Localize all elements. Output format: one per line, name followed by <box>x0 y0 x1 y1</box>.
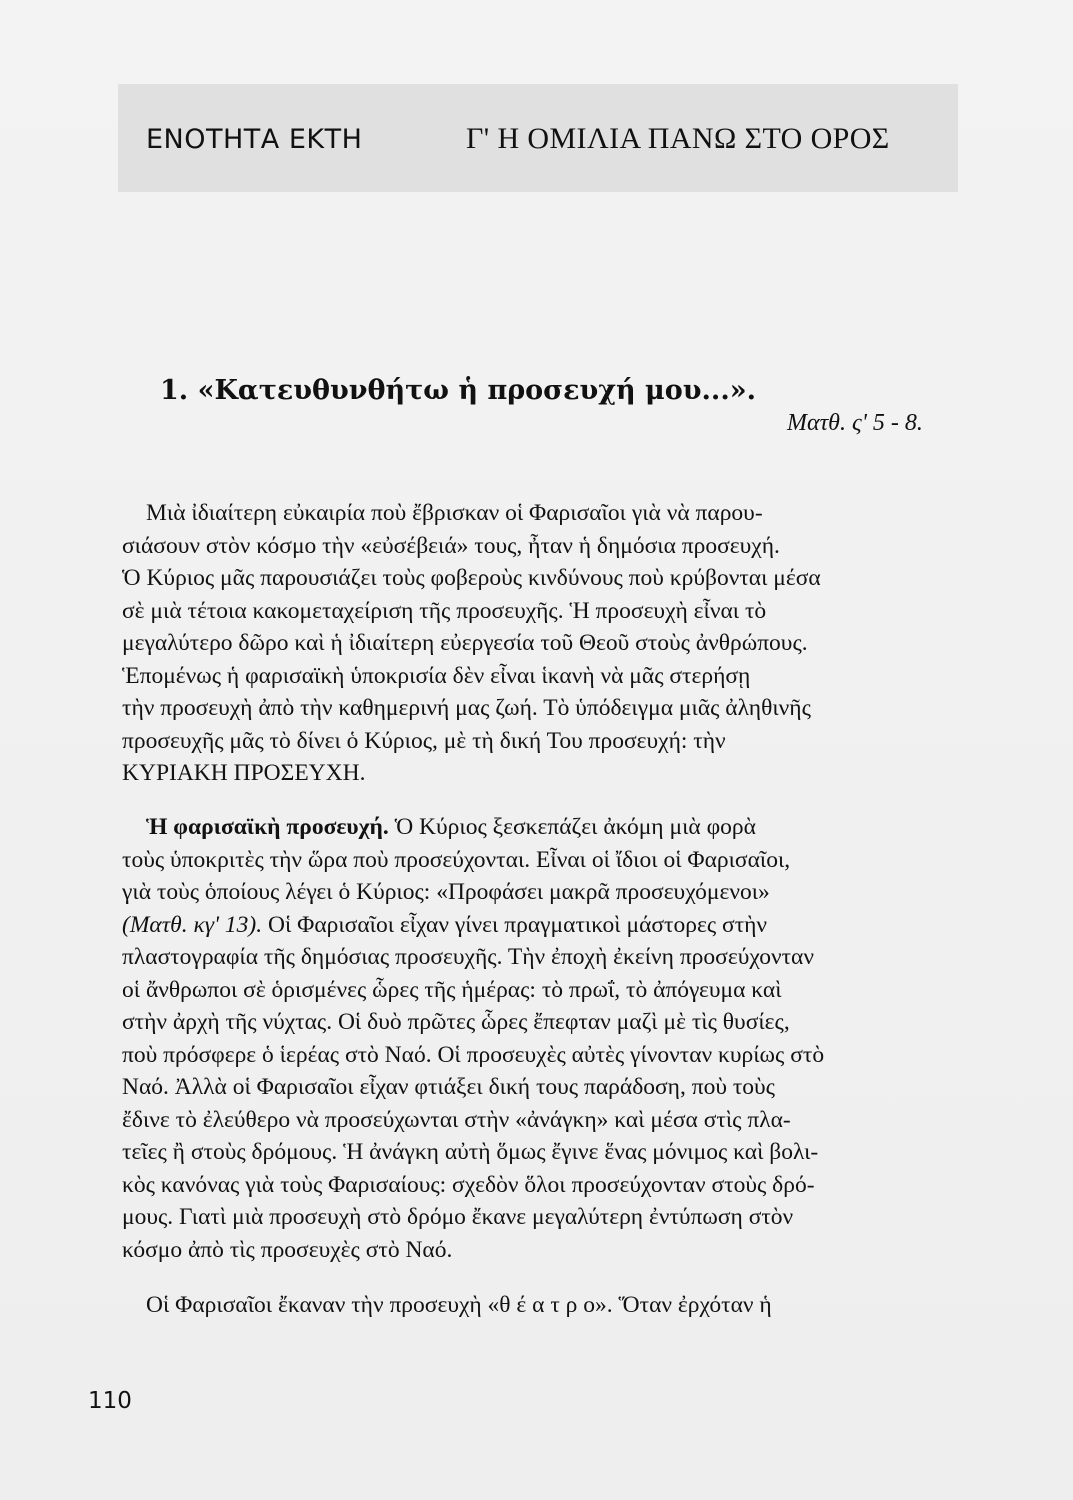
article-heading: 1. «Κατευθυνθήτω ἡ προσευχή μου...». <box>160 375 756 406</box>
scripture-citation: (Ματθ. κγ' 13). <box>122 911 263 938</box>
text-line: ἔδινε τὸ ἐλεύθερο νὰ προσεύχωνται στὴν «ἀνάγκη» καὶ μέσα στὶς πλα- <box>122 1106 791 1133</box>
text-line: κόσμο ἀπὸ τὶς προσευχὲς στὸ Ναό. <box>122 1236 453 1263</box>
text-line: πλαστογραφία τῆς δημόσιας προσευχῆς. Τὴν ἐποχὴ ἐκείνη προσεύχονταν <box>122 944 814 970</box>
text-line: Ὁ Κύριος μᾶς παρουσιάζει τοὺς φοβεροὺς κινδύνους ποὺ κρύβονται μέσα <box>122 565 821 591</box>
text-line: Μιὰ ἰδιαίτερη εὐκαιρία ποὺ ἔβρισκαν οἱ Φαρισαῖοι γιὰ νὰ παρου- <box>146 500 763 526</box>
section-label: ΕΝΟΤΗΤΑ ΕΚΤΗ <box>146 124 363 155</box>
text-line: μους. Γιατὶ μιὰ προσευχὴ στὸ δρόμο ἔκανε μεγαλύτερη ἐντύπωση στὸν <box>122 1204 794 1230</box>
text-line: μεγαλύτερο δῶρο καὶ ἡ ἰδιαίτερη εὐεργεσία τοῦ Θεοῦ στοὺς ἀνθρώπους. <box>122 630 808 656</box>
paragraph-2 <box>122 811 962 1266</box>
text-line: ΚΥΡΙΑΚΗ ΠΡΟΣΕΥΧΗ. <box>122 760 366 786</box>
text-run: Οἱ Φαρισαῖοι εἶχαν γίνει πραγματικοὶ μάστορες στὴν <box>262 911 768 938</box>
text-line: ποὺ πρόσφερε ὁ ἱερέας στὸ Ναό. Οἱ προσευχὲς αὐτὲς γίνονταν κυρίως στὸ <box>122 1041 825 1068</box>
chapter-title: Γ' Η ΟΜΙΛΙΑ ΠΑΝΩ ΣΤΟ ΟΡΟΣ <box>466 122 890 155</box>
text-line: Ἑπομένως ἡ φαρισαϊκὴ ὑποκρισία δὲν εἶναι ἱκανὴ νὰ μᾶς στερήσῃ <box>122 662 751 689</box>
text-line: οἱ ἄνθρωποι σὲ ὁρισμένες ὧρες τῆς ἡμέρας: τὸ πρωΐ, τὸ ἀπόγευμα καὶ <box>122 976 782 1003</box>
subheading-pharisaic-prayer: Ἡ φαρισαϊκὴ προσευχή. <box>146 814 389 840</box>
text-run: Ὁ Κύριος ξεσκεπάζει ἀκόμη μιὰ φορὰ <box>388 814 756 840</box>
text-line <box>122 811 962 844</box>
paragraph-1 <box>122 497 962 790</box>
text-line: σὲ μιὰ τέτοια κακομεταχείριση τῆς προσευχῆς. Ἡ προσευχὴ εἶναι τὸ <box>122 597 767 624</box>
page-number: 110 <box>88 1388 132 1414</box>
text-line: σιάσουν στὸν κόσμο τὴν «εὐσέβειά» τους, ἦταν ἡ δημόσια προσευχή. <box>122 532 780 559</box>
text-line: Ναό. Ἀλλὰ οἱ Φαρισαῖοι εἶχαν φτιάξει δική τους παράδοση, ποὺ τοὺς <box>122 1074 775 1100</box>
text-line <box>122 909 962 942</box>
text-line: Οἱ Φαρισαῖοι ἔκαναν τὴν προσευχὴ «θ έ α τ ρ ο». Ὅταν ἐρχόταν ἡ <box>146 1292 772 1318</box>
text-line: κὸς κανόνας γιὰ τοὺς Φαρισαίους: σχεδὸν ὅλοι προσεύχονταν στοὺς δρό- <box>122 1171 815 1198</box>
scripture-reference: Ματθ. ς' 5 - 8. <box>787 410 923 436</box>
text-line: τοὺς ὑποκριτὲς τὴν ὥρα ποὺ προσεύχονται. Εἶναι οἱ ἴδιοι οἱ Φαρισαῖοι, <box>122 846 791 873</box>
text-line: τὴν προσευχὴ ἀπὸ τὴν καθημερινή μας ζωή. Τὸ ὑπόδειγμα μιᾶς ἀληθινῆς <box>122 695 811 721</box>
text-line: τεῖες ἢ στοὺς δρόμους. Ἡ ἀνάγκη αὐτὴ ὅμως ἔγινε ἕνας μόνιμος καὶ βολι- <box>122 1139 819 1165</box>
text-line: γιὰ τοὺς ὁποίους λέγει ὁ Κύριος: «Προφάσει μακρᾶ προσευχόμενοι» <box>122 879 770 905</box>
text-line: στὴν ἀρχὴ τῆς νύχτας. Οἱ δυὸ πρῶτες ὧρες ἔπεφταν μαζὶ μὲ τὶς θυσίες, <box>122 1009 790 1035</box>
text-line: προσευχῆς μᾶς τὸ δίνει ὁ Κύριος, μὲ τὴ δική Του προσευχή: τὴν <box>122 727 726 754</box>
paragraph-3 <box>122 1289 962 1322</box>
